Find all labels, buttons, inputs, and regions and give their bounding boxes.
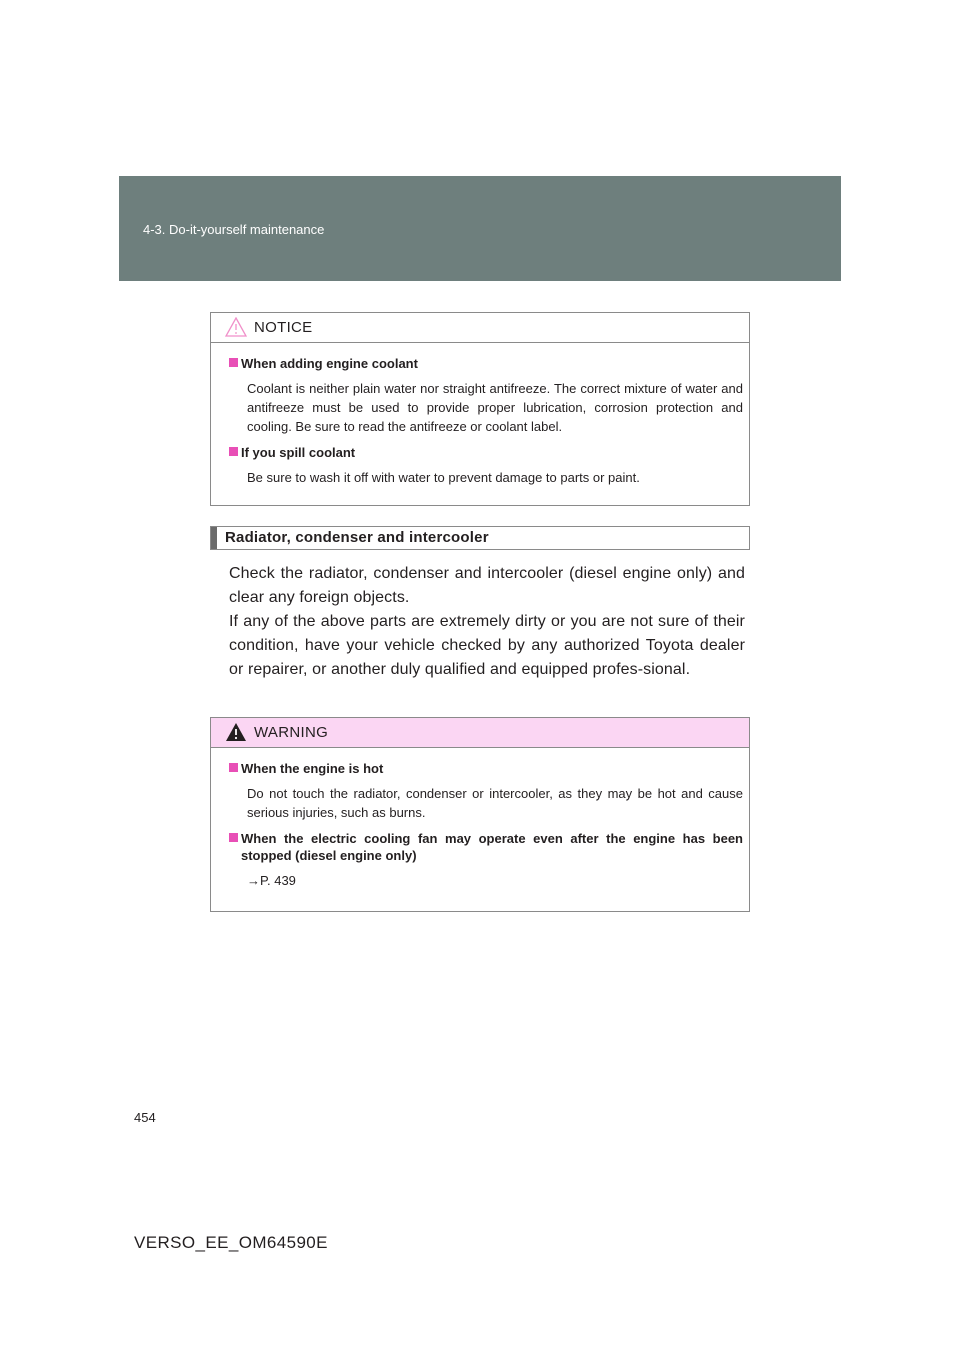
warning-header <box>211 718 749 748</box>
notice-item-title: If you spill coolant <box>229 444 743 461</box>
bullet-square-icon <box>229 358 238 367</box>
warning-item-title: When the engine is hot <box>229 760 743 777</box>
warning-outline-icon <box>225 317 247 337</box>
warning-filled-icon <box>225 722 247 742</box>
page-reference[interactable]: →P. 439 <box>247 873 296 888</box>
section-heading <box>210 526 750 550</box>
document-code: VERSO_EE_OM64590E <box>134 1233 328 1252</box>
section-heading-text: Radiator, condenser and intercooler <box>225 529 489 546</box>
warning-box <box>210 717 750 912</box>
bullet-square-icon <box>229 447 238 456</box>
bullet-square-icon <box>229 763 238 772</box>
notice-item-text: Be sure to wash it off with water to prevent damage to parts or paint. <box>247 470 640 485</box>
notice-item-title: When adding engine coolant <box>229 355 743 372</box>
bullet-square-icon <box>229 833 238 842</box>
body-paragraph: Check the radiator, condenser and intercooler (diesel engine only) and clear any foreign objects. <box>229 565 745 606</box>
warning-item-title: When the electric cooling fan may operate even after the engine has been stopped (diesel engine only) <box>229 830 743 864</box>
heading-accent <box>211 527 217 549</box>
notice-label: NOTICE <box>254 319 313 336</box>
notice-item-text: Coolant is neither plain water nor straight antifreeze. The correct mixture of water and antifreeze must be used to provide proper lubrication, corrosion protection and cooling. Be sure to read the antifreeze or coolant label. <box>247 381 743 434</box>
notice-header <box>211 313 749 343</box>
body-text <box>229 562 745 682</box>
section-title: 4-3. Do-it-yourself maintenance <box>143 222 325 237</box>
warning-item-text: Do not touch the radiator, condenser or intercooler, as they may be hot and cause serious injuries, such as burns. <box>247 786 743 820</box>
notice-box <box>210 312 750 506</box>
header-band <box>119 176 841 281</box>
warning-label: WARNING <box>254 724 329 741</box>
page-number: 454 <box>134 1110 156 1125</box>
body-paragraph: If any of the above parts are extremely dirty or you are not sure of their condition, have your vehicle checked by any authorized Toyota dealer or repairer, or another duly qualified and equipped profes-sional. <box>229 613 745 678</box>
